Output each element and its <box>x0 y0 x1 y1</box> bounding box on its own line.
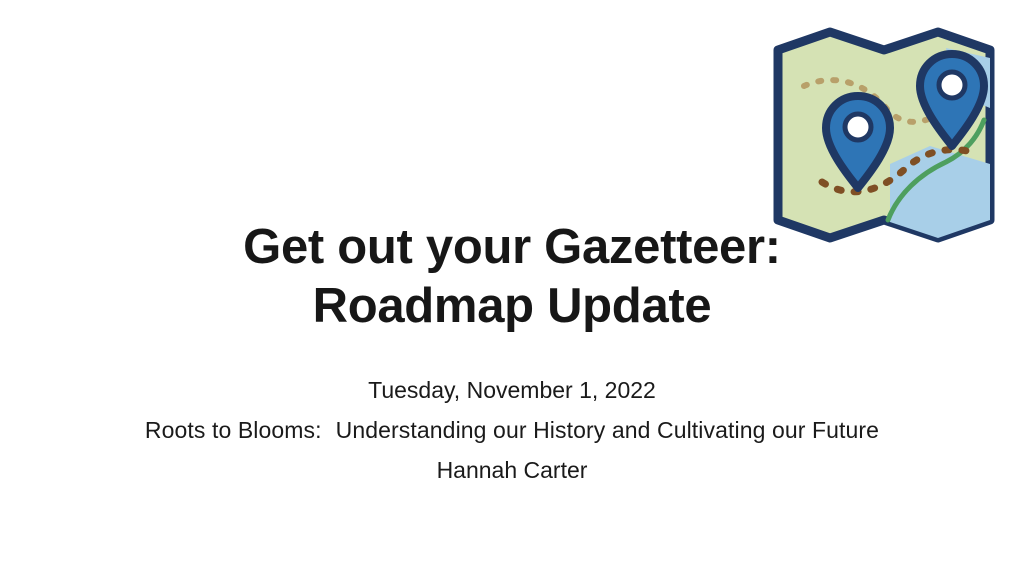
title-line-2: Roadmap Update <box>312 279 712 333</box>
subtitle-presenter: Hannah Carter <box>436 457 588 483</box>
subtitle-event <box>0 410 1024 450</box>
folded-map-with-pins-icon <box>770 24 998 246</box>
event-label: Roots to Blooms: <box>144 417 322 443</box>
slide-title <box>0 218 1024 336</box>
event-subtitle: Understanding our History and Cultivating our Future <box>335 417 880 443</box>
slide-subtitle <box>0 370 1024 490</box>
title-line-1: Get out your Gazetteer: <box>243 220 781 274</box>
subtitle-date: Tuesday, November 1, 2022 <box>368 377 656 403</box>
